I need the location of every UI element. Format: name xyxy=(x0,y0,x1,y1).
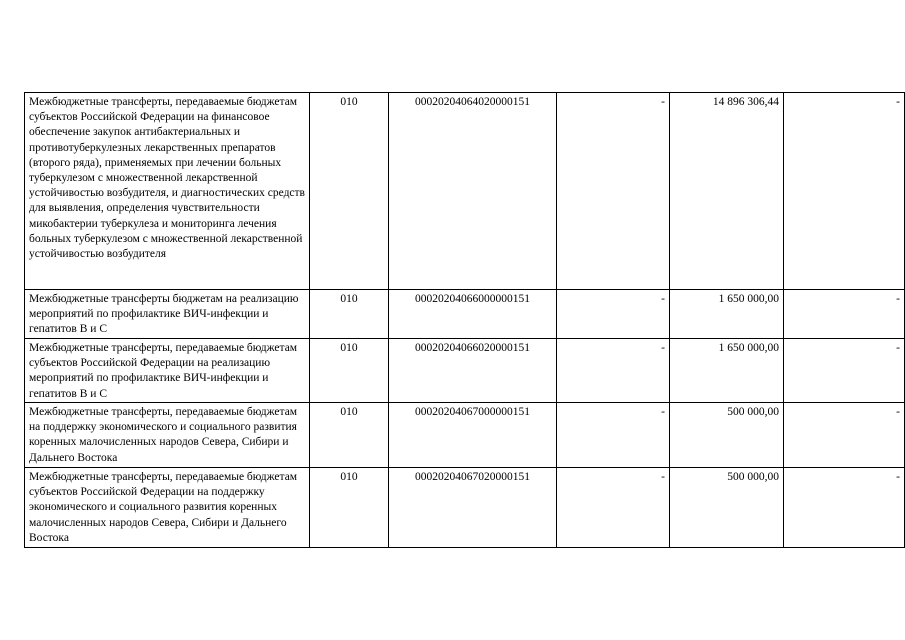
row-col-a-cell: - xyxy=(557,93,670,290)
row-admin-cell: 010 xyxy=(310,403,389,468)
row-name-cell: Межбюджетные трансферты, передаваемые бюджетам субъектов Российской Федерации на реализацию мероприятий по профилактике ВИЧ-инфекции и гепатитов В и С xyxy=(25,339,310,403)
row-code-cell: 00020204064020000151 xyxy=(389,93,557,290)
row-code-cell: 00020204067000000151 xyxy=(389,403,557,468)
table-row xyxy=(25,339,905,403)
row-col-a-cell: - xyxy=(557,290,670,339)
row-col-b-cell: 14 896 306,44 xyxy=(670,93,784,290)
row-col-c-cell: - xyxy=(784,468,905,548)
table-row xyxy=(25,468,905,548)
row-admin-cell: 010 xyxy=(310,290,389,339)
row-code-cell: 00020204066000000151 xyxy=(389,290,557,339)
row-col-b-cell: 500 000,00 xyxy=(670,468,784,548)
row-admin-cell: 010 xyxy=(310,339,389,403)
row-name-cell: Межбюджетные трансферты, передаваемые бюджетам субъектов Российской Федерации на поддержку экономического и социального развития коренных малочисленных народов Севера, Сибири и Дальнего Востока xyxy=(25,468,310,548)
row-code-cell: 00020204067020000151 xyxy=(389,468,557,548)
budget-table xyxy=(24,92,905,548)
table-row xyxy=(25,403,905,468)
row-col-b-cell: 500 000,00 xyxy=(670,403,784,468)
row-admin-cell: 010 xyxy=(310,93,389,290)
table-row xyxy=(25,290,905,339)
row-col-c-cell: - xyxy=(784,403,905,468)
table-row xyxy=(25,93,905,290)
row-code-cell: 00020204066020000151 xyxy=(389,339,557,403)
row-name-cell: Межбюджетные трансферты, передаваемые бюджетам на поддержку экономического и социального развития коренных малочисленных народов Севера, Сибири и Дальнего Востока xyxy=(25,403,310,468)
row-col-a-cell: - xyxy=(557,468,670,548)
row-col-c-cell: - xyxy=(784,93,905,290)
row-col-a-cell: - xyxy=(557,339,670,403)
row-col-b-cell: 1 650 000,00 xyxy=(670,339,784,403)
row-col-c-cell: - xyxy=(784,339,905,403)
row-admin-cell: 010 xyxy=(310,468,389,548)
row-name-cell: Межбюджетные трансферты бюджетам на реализацию мероприятий по профилактике ВИЧ-инфекции и гепатитов В и С xyxy=(25,290,310,339)
row-col-a-cell: - xyxy=(557,403,670,468)
row-col-b-cell: 1 650 000,00 xyxy=(670,290,784,339)
row-col-c-cell: - xyxy=(784,290,905,339)
row-name-cell: Межбюджетные трансферты, передаваемые бюджетам субъектов Российской Федерации на финансовое обеспечение закупок антибактериальных и противотуберкулезных лекарственных препаратов (второго ряда), применяемых при лечении больных туберкулезом с множественной лекарственной устойчивостью возбудителя, и диагностических средств для выявления, определения чувствительности микобактерии туберкулеза и мониторинга лечения больных туберкулезом с множественной лекарственной устойчивостью возбудителя xyxy=(25,93,310,290)
